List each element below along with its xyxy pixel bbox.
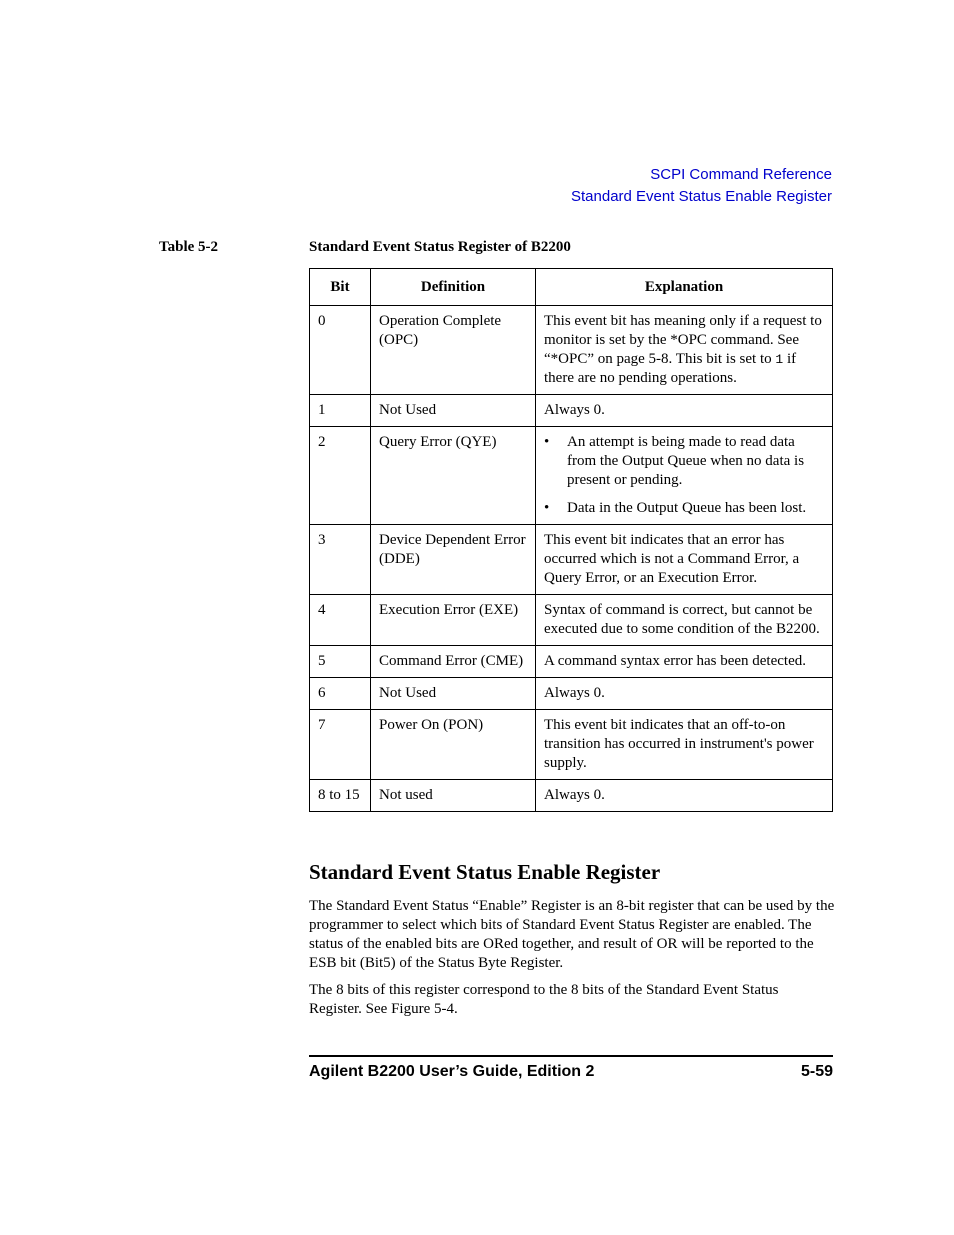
explanation-text: if there are no pending operations. (544, 351, 797, 386)
section-heading: Standard Event Status Enable Register (309, 860, 661, 884)
table-row (310, 525, 833, 595)
column-header-definition: Definition (371, 269, 536, 306)
definition-cell: Not Used (371, 678, 536, 710)
explanation-cell: Always 0. (536, 780, 833, 812)
definition-cell: Command Error (CME) (371, 646, 536, 678)
definition-cell: Execution Error (EXE) (371, 595, 536, 646)
explanation-cell: A command syntax error has been detected. (536, 646, 833, 678)
table-row (310, 395, 833, 427)
table-row (310, 595, 833, 646)
bit-cell: 8 to 15 (310, 780, 371, 812)
explanation-cell: This event bit indicates that an off-to-on transition has occurred in instrument's power supply. (536, 710, 833, 780)
explanation-text: This event bit has meaning only if a request to monitor is set by the *OPC command. See “*OPC” on page 5-8. This bit is set to (544, 313, 822, 367)
running-header-section: Standard Event Status Enable Register (571, 188, 832, 205)
page-number: 5-59 (800, 1063, 833, 1080)
body-paragraph: The Standard Event Status “Enable” Register is an 8-bit register that can be used by the programmer to select which bits of Standard Event Status Register are enabled. The status of the enabled bits are ORed together, and result of OR will be reported to the ESB bit (Bit5) of the Status Byte Register. (309, 898, 835, 971)
explanation-cell: Always 0. (536, 678, 833, 710)
definition-cell: Operation Complete (OPC) (371, 306, 536, 395)
body-paragraph: The 8 bits of this register correspond to the 8 bits of the Standard Event Status Register. See Figure 5-4. (309, 982, 779, 1017)
bit-cell: 0 (310, 306, 371, 395)
table-row (310, 678, 833, 710)
column-header-bit: Bit (310, 269, 371, 306)
bit-cell: 1 (310, 395, 371, 427)
footer-rule (309, 1055, 833, 1057)
bullet-icon: • (544, 500, 550, 516)
bit-cell: 5 (310, 646, 371, 678)
bit-cell: 3 (310, 525, 371, 595)
bullet-text: An attempt is being made to read data from the Output Queue when no data is present or pending. (567, 434, 805, 488)
explanation-cell: Always 0. (536, 395, 833, 427)
table-title: Standard Event Status Register of B2200 (309, 239, 571, 255)
table-row (310, 427, 833, 525)
bit-cell: 2 (310, 427, 371, 525)
explanation-cell: This event bit indicates that an error has occurred which is not a Command Error, a Query Error, or an Execution Error. (536, 525, 833, 595)
bullet-item (544, 499, 824, 518)
definition-cell: Not Used (371, 395, 536, 427)
bullet-text: Data in the Output Queue has been lost. (567, 500, 807, 516)
table-row (310, 646, 833, 678)
definition-cell: Device Dependent Error (DDE) (371, 525, 536, 595)
explanation-cell: Syntax of command is correct, but cannot be executed due to some condition of the B2200. (536, 595, 833, 646)
bullet-icon: • (544, 434, 550, 450)
bit-cell: 7 (310, 710, 371, 780)
explanation-cell (536, 427, 833, 525)
status-register-table (309, 268, 833, 812)
table-row (310, 306, 833, 395)
table-header-row (310, 269, 833, 306)
bullet-item (544, 433, 824, 490)
definition-cell: Query Error (QYE) (371, 427, 536, 525)
running-header-chapter: SCPI Command Reference (650, 166, 832, 183)
bit-cell: 4 (310, 595, 371, 646)
table-row (310, 780, 833, 812)
definition-cell: Not used (371, 780, 536, 812)
table-number: Table 5-2 (159, 239, 219, 255)
column-header-explanation: Explanation (536, 269, 833, 306)
footer-title: Agilent B2200 User’s Guide, Edition 2 (309, 1063, 595, 1080)
table-row (310, 710, 833, 780)
explanation-cell (536, 306, 833, 395)
bit-cell: 6 (310, 678, 371, 710)
code-value: 1 (775, 352, 784, 367)
definition-cell: Power On (PON) (371, 710, 536, 780)
